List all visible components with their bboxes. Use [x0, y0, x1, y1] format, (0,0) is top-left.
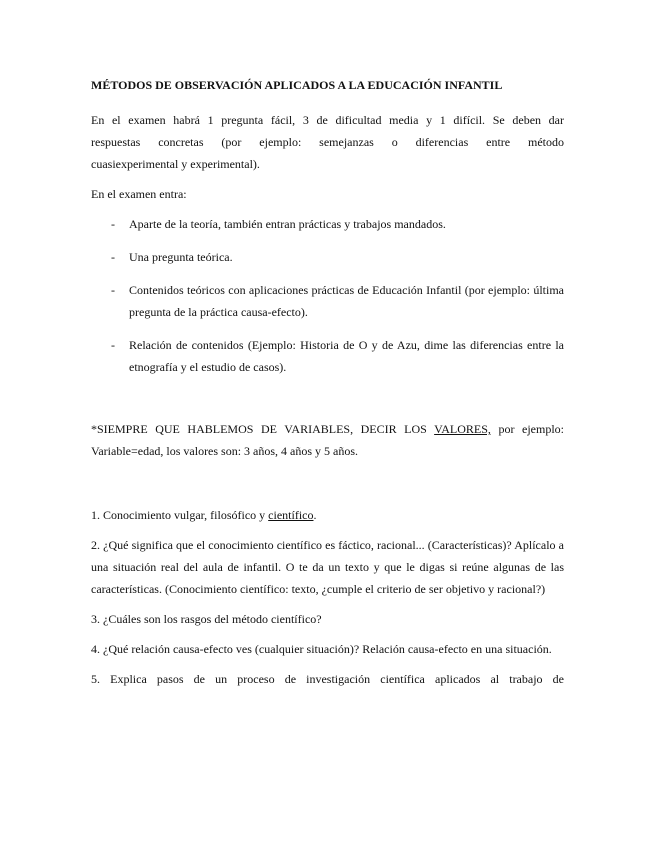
dash-bullet: - [111, 217, 115, 231]
note-underlined: VALORES, [434, 422, 491, 436]
q1-end: . [313, 508, 317, 522]
note-text-after: por ejemplo: [490, 422, 564, 436]
enters-heading: En el examen entra: [91, 187, 187, 201]
q5-line: 5. Explica pasos de un proceso de investigación científica aplicados al trabajo de [91, 672, 564, 686]
exam-content-list [91, 213, 564, 378]
list-item [91, 279, 564, 323]
list-item-text: Contenidos teóricos con aplicaciones prácticas de Educación Infantil (por ejemplo: última pregunta de la práctica causa-efecto). [129, 283, 564, 319]
question-5 [91, 668, 564, 690]
spacer [91, 389, 564, 418]
list-item-text: Una pregunta teórica. [129, 250, 233, 264]
document-content [91, 77, 564, 698]
dash-bullet: - [111, 338, 115, 352]
intro-line-2: respuestas concretas (por ejemplo: semejanzas o diferencias entre método [91, 135, 564, 149]
intro-line-3: cuasiexperimental y experimental). [91, 157, 260, 171]
note-line-1 [91, 418, 564, 440]
document-title: MÉTODOS DE OBSERVACIÓN APLICADOS A LA EDUCACIÓN INFANTIL [91, 78, 503, 92]
question-1 [91, 504, 564, 526]
q1-text: 1. Conocimiento vulgar, filosófico y [91, 508, 269, 522]
intro-line-1: En el examen habrá 1 pregunta fácil, 3 de dificultad media y 1 difícil. Se deben dar [91, 113, 564, 127]
question-2: 2. ¿Qué significa que el conocimiento científico es fáctico, racional... (Características)? Aplícalo a una situación real del aula de infantil. O te da un texto y que le digas si reúne algunas de las características. (Conocimiento científico: texto, ¿cumple el criterio de ser objetivo y racional?) [91, 538, 564, 596]
note-text-before: *SIEMPRE QUE HABLEMOS DE VARIABLES, DECIR LOS [91, 422, 435, 436]
q1-underlined: científico [268, 508, 314, 522]
list-item [91, 213, 564, 235]
list-item [91, 334, 564, 378]
list-item-text: Aparte de la teoría, también entran prácticas y trabajos mandados. [129, 217, 446, 231]
dash-bullet: - [111, 250, 115, 264]
question-4: 4. ¿Qué relación causa-efecto ves (cualquier situación)? Relación causa-efecto en una situación. [91, 642, 552, 656]
dash-bullet: - [111, 283, 115, 297]
note-line-2: Variable=edad, los valores son: 3 años, 4 años y 5 años. [91, 444, 359, 458]
variables-note [91, 418, 564, 462]
list-item [91, 246, 564, 268]
list-item-text: Relación de contenidos (Ejemplo: Historia de O y de Azu, dime las diferencias entre la etnografía y el estudio de casos). [129, 338, 564, 374]
intro-paragraph [91, 109, 564, 175]
question-3: 3. ¿Cuáles son los rasgos del método científico? [91, 612, 322, 626]
spacer [91, 470, 564, 504]
